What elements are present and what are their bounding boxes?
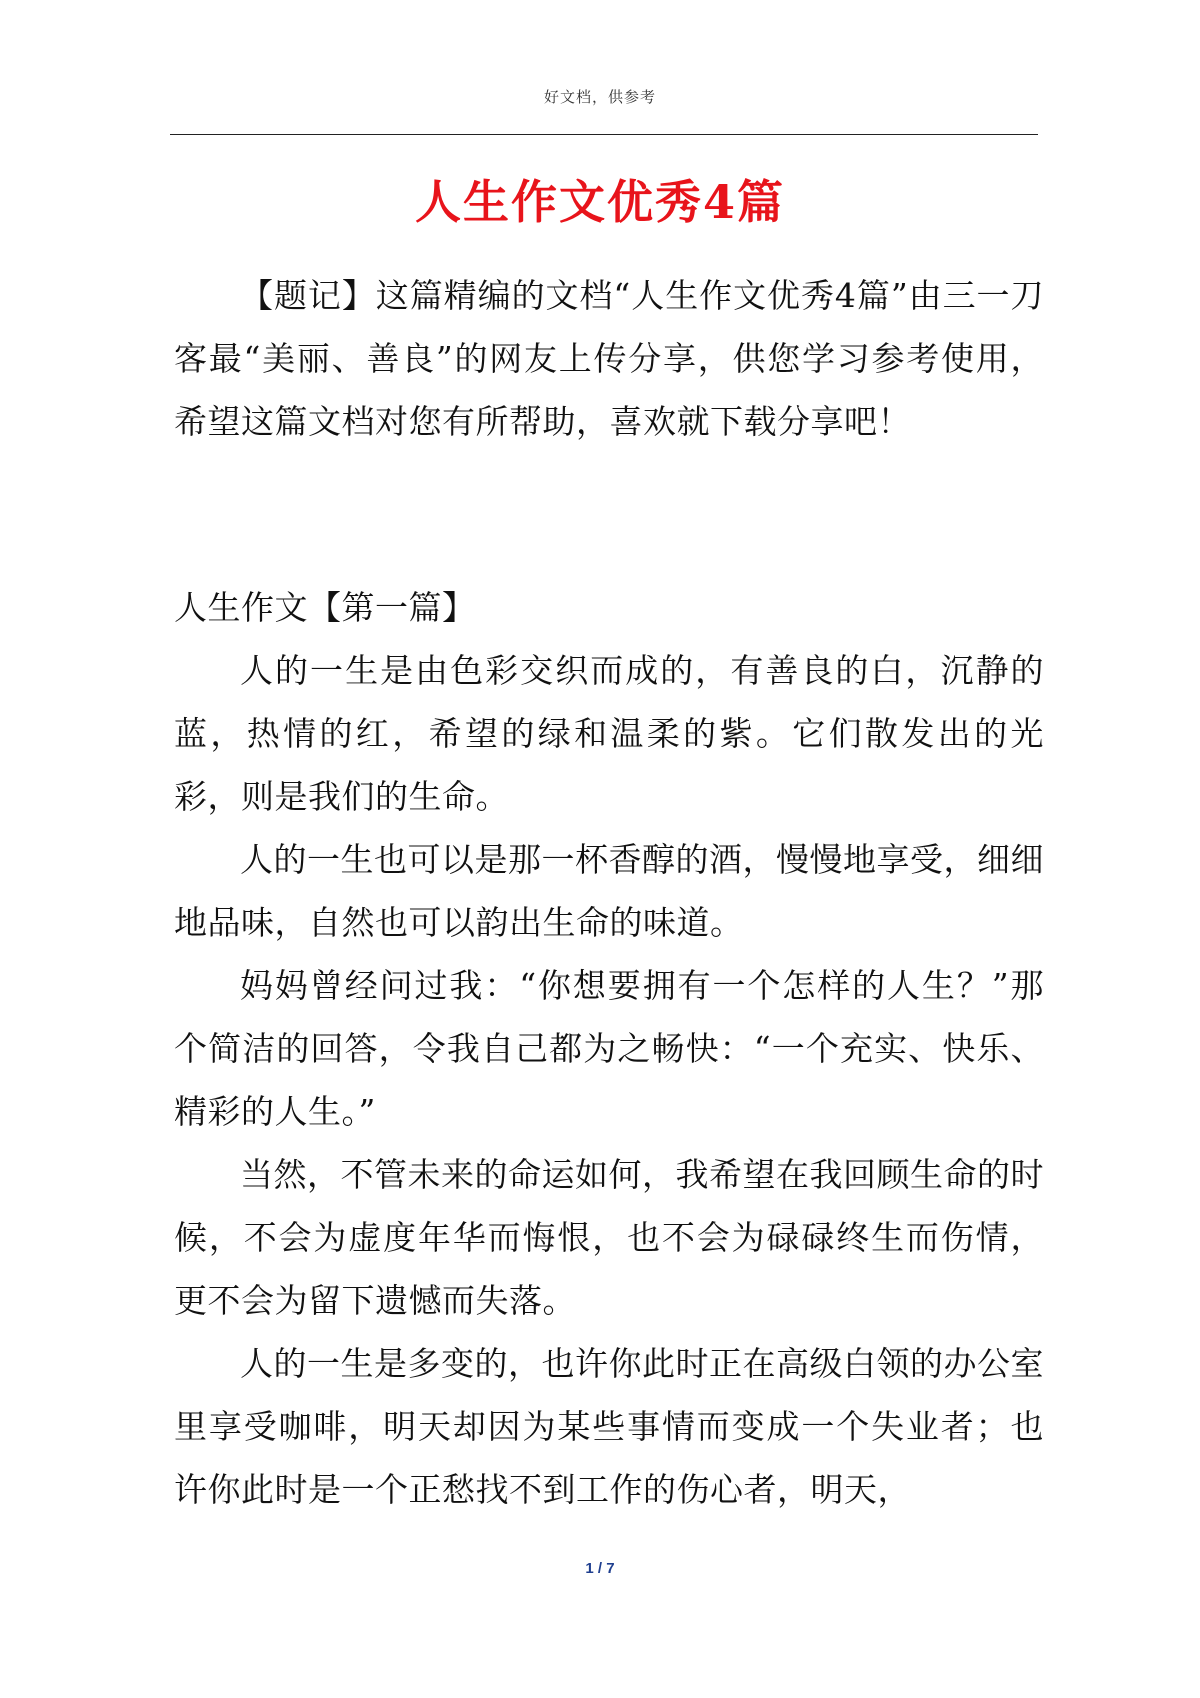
body-paragraph: 人的一生也可以是那一杯香醇的酒，慢慢地享受，细细地品味，自然也可以韵出生命的味道。 — [174, 840, 1044, 942]
section-first — [174, 576, 1044, 1521]
document-title: 人生作文优秀4篇 — [414, 174, 785, 229]
section-heading: 人生作文【第一篇】 — [174, 588, 476, 627]
body-paragraph: 妈妈曾经问过我：“你想要拥有一个怎样的人生？”那个简洁的回答，令我自己都为之畅快：“一个充实、快乐、精彩的人生。” — [174, 966, 1044, 1131]
body-paragraph: 人的一生是多变的，也许你此时正在高级白领的办公室里享受咖啡，明天却因为某些事情而变成一个失业者；也许你此时是一个正愁找不到工作的伤心者，明天， — [174, 1344, 1044, 1509]
page-indicator: 1 / 7 — [585, 1560, 615, 1577]
intro-block — [174, 264, 1044, 453]
intro-paragraph: 【题记】这篇精编的文档“人生作文优秀4篇”由三一刀客最“美丽、善良”的网友上传分享，供您学习参考使用，希望这篇文档对您有所帮助，喜欢就下载分享吧！ — [174, 276, 1044, 441]
body-paragraph: 当然，不管未来的命运如何，我希望在我回顾生命的时候，不会为虚度年华而悔恨，也不会为碌碌终生而伤情，更不会为留下遗憾而失落。 — [174, 1155, 1044, 1320]
body-paragraph: 人的一生是由色彩交织而成的，有善良的白，沉静的蓝，热情的红，希望的绿和温柔的紫。它们散发出的光彩，则是我们的生命。 — [174, 651, 1044, 816]
header-note: 好文档，供参考 — [543, 88, 656, 106]
header-divider — [170, 134, 1038, 135]
